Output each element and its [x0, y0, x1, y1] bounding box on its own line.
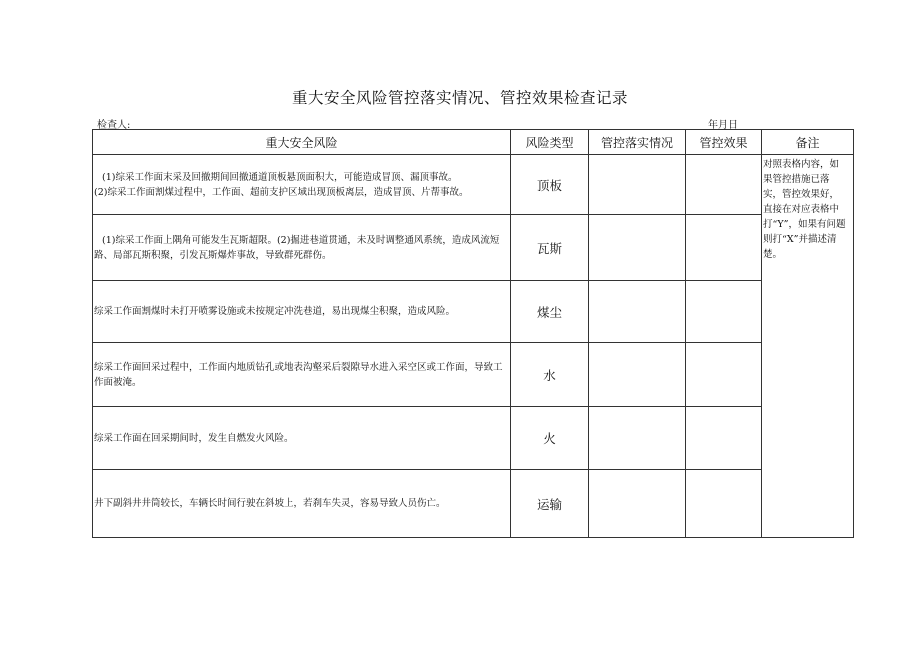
risk-type: 煤尘: [511, 281, 589, 343]
implementation-cell[interactable]: [589, 215, 686, 281]
table-row: [93, 155, 854, 215]
risk-line: 综采工作面在回采期间时，发生自燃发火风险。: [94, 432, 294, 444]
risk-description: [93, 215, 511, 281]
header-implementation: 管控落实情况: [589, 130, 686, 155]
table-row: [93, 281, 854, 343]
risk-line: (1)综采工作面末采及回撤期间回撤通道顶板悬顶面积大，可能造成冒顶、漏顶事故。: [102, 171, 458, 183]
risk-description: [93, 407, 511, 470]
implementation-cell[interactable]: [589, 343, 686, 407]
implementation-cell[interactable]: [589, 281, 686, 343]
risk-line: 井下副斜井井筒较长，车辆长时间行驶在斜坡上，若刹车失灵，容易导致人员伤亡。: [94, 498, 446, 509]
risk-line: 综采工作面割煤时未打开喷雾设施或未按规定冲洗巷道，易出现煤尘积聚，造成风险。: [94, 306, 456, 317]
effect-cell[interactable]: [686, 407, 762, 470]
risk-description: [93, 281, 511, 343]
table-row: [93, 215, 854, 281]
risk-description: [93, 155, 511, 215]
effect-cell[interactable]: [686, 155, 762, 215]
header-type: 风险类型: [511, 130, 589, 155]
risk-type: 顶板: [511, 155, 589, 215]
risk-type: 火: [511, 407, 589, 470]
effect-cell[interactable]: [686, 470, 762, 538]
risk-description: [93, 470, 511, 538]
implementation-cell[interactable]: [589, 155, 686, 215]
date-label: 年月日: [708, 120, 738, 131]
remarks-cell: [762, 155, 854, 538]
header-risk: 重大安全风险: [93, 130, 511, 155]
table-row: [93, 470, 854, 538]
table-row: [93, 343, 854, 407]
header-remarks: 备注: [762, 130, 854, 155]
effect-cell[interactable]: [686, 281, 762, 343]
inspection-table: [92, 129, 854, 538]
effect-cell[interactable]: [686, 215, 762, 281]
remarks-text: 对照表格内容，如果管控措施已落实，管控效果好，直接在对应表格中打“Y”，如果有问题则打“X”并描述清楚。: [763, 159, 846, 260]
risk-description: [93, 343, 511, 407]
table-header-row: [93, 130, 854, 155]
risk-line: (1)综采工作面上隅角可能发生瓦斯超限。(2)掘进巷道贯通，未及时调整通风系统，造成风流短路、局部瓦斯积聚，引发瓦斯爆炸事故，导致群死群伤。: [94, 234, 500, 261]
implementation-cell[interactable]: [589, 407, 686, 470]
page-title: 重大安全风险管控落实情况、管控效果检查记录: [291, 89, 628, 107]
risk-type: 运输: [511, 470, 589, 538]
header-effect: 管控效果: [686, 130, 762, 155]
risk-line: 综采工作面回采过程中，工作面内地质钻孔或地表沟壑采后裂隙导水进入采空区或工作面，导致工作面被淹。: [94, 361, 503, 388]
risk-type: 水: [511, 343, 589, 407]
inspector-label: 检查人:: [97, 120, 131, 131]
table-row: [93, 407, 854, 470]
risk-line: (2)综采工作面割煤过程中，工作面、超前支护区域出现顶板离层，造成冒顶、片帮事故。: [94, 186, 469, 198]
effect-cell[interactable]: [686, 343, 762, 407]
implementation-cell[interactable]: [589, 470, 686, 538]
risk-type: 瓦斯: [511, 215, 589, 281]
